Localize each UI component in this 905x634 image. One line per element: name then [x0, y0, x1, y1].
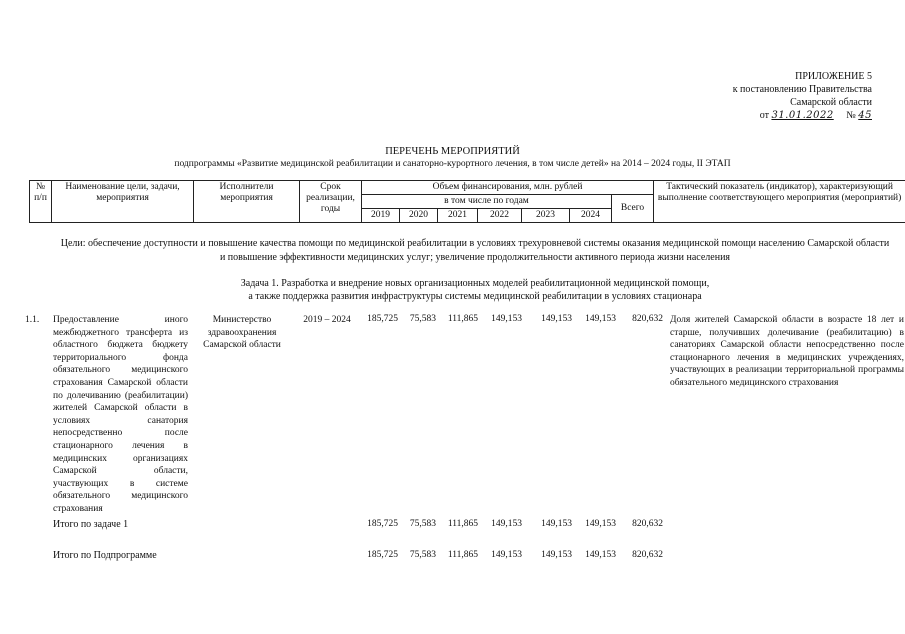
row-executor: Министерство здравоохранения Самарской области: [203, 315, 281, 351]
header-executors: Исполнители мероприятия: [194, 181, 300, 223]
from-label: от: [759, 110, 769, 121]
row-number: 1.1.: [25, 315, 40, 325]
document-date: 31.01.2022: [771, 110, 834, 121]
goals-text: Цели: обеспечение доступности и повышение качества помощи по медицинской реабилитации в условиях трехуровневой системы оказания медицинской помощи населению Самарской области и повышение эффективности медицинских услуг; увеличение продолжительности активного периода жизни населения: [60, 238, 890, 263]
list-title: ПЕРЕЧЕНЬ МЕРОПРИЯТИЙ: [385, 146, 520, 157]
total-task-2021: 111,865: [447, 519, 478, 529]
row-indicator: Доля жителей Самарской области в возрасте 18 лет и старше, получивших долечивание (реабилитацию) в санаториях Самарской области непосредственно после стационарного лечения в медицинских учреждениях, участвующих в реализации территориальной программы обязательного медицинского страхования: [670, 315, 904, 388]
total-program-2022: 149,153: [491, 550, 522, 560]
total-program-sum: 820,632: [632, 550, 663, 560]
task-line1: Задача 1. Разработка и внедрение новых организационных моделей реабилитационной медицинской помощи,: [240, 278, 710, 289]
total-program-label: Итого по Подпрограмме: [53, 550, 157, 561]
row-value-2024: 149,153: [585, 314, 616, 324]
row-value-2019: 185,725: [367, 314, 398, 324]
total-program-2021: 111,865: [447, 550, 478, 560]
header-year: 2019: [362, 209, 400, 223]
header-by-years: в том числе по годам: [362, 195, 612, 209]
header-name: Наименование цели, задачи, мероприятия: [52, 181, 194, 223]
header-total: Всего: [612, 195, 654, 223]
list-subtitle: подпрограммы «Развитие медицинской реабилитации и санаторно-курортного лечения, в том числе детей» на 2014 – 2024 годы, II ЭТАП: [174, 159, 731, 169]
total-task-2022: 149,153: [491, 519, 522, 529]
appendix-line2: Самарской области: [790, 97, 872, 108]
total-program-2020: 75,583: [409, 550, 436, 560]
document-number: 45: [858, 110, 872, 121]
total-task-sum: 820,632: [632, 519, 663, 529]
row-term: 2019 – 2024: [303, 315, 351, 325]
row-value-2023: 149,153: [541, 314, 572, 324]
total-task-2019: 185,725: [367, 519, 398, 529]
task-line2: а также поддержка развития инфраструктуры системы медицинской реабилитации в условиях стационара: [248, 291, 702, 302]
row-value-2022: 149,153: [491, 314, 522, 324]
header-year: 2022: [478, 209, 522, 223]
total-program-2019: 185,725: [367, 550, 398, 560]
table-header: [29, 180, 905, 223]
number-label: №: [846, 110, 856, 121]
header-funding: Объем финансирования, млн. рублей: [362, 181, 654, 195]
total-task-label: Итого по задаче 1: [53, 519, 129, 530]
row-value-2021: 111,865: [447, 314, 478, 324]
appendix-date-line: [733, 109, 872, 122]
header-year: 2023: [522, 209, 570, 223]
total-task-2024: 149,153: [585, 519, 616, 529]
total-program-2024: 149,153: [585, 550, 616, 560]
appendix-title: ПРИЛОЖЕНИЕ 5: [795, 71, 872, 82]
row-value-2020: 75,583: [409, 314, 436, 324]
appendix-line1: к постановлению Правительства: [732, 84, 872, 95]
appendix-block: [733, 70, 872, 122]
header-year: 2024: [570, 209, 612, 223]
total-task-2023: 149,153: [541, 519, 572, 529]
header-indicator: Тактический показатель (индикатор), характеризующий выполнение соответствующего мероприятия (мероприятий): [654, 181, 905, 223]
header-year: 2020: [400, 209, 438, 223]
total-program-2023: 149,153: [541, 550, 572, 560]
header-num: № п/п: [30, 181, 52, 223]
header-year: 2021: [438, 209, 478, 223]
total-task-2020: 75,583: [409, 519, 436, 529]
row-total: 820,632: [632, 314, 663, 324]
header-term: Срок реализации, годы: [300, 181, 362, 223]
row-name: Предоставление иного межбюджетного трансферта из областного бюджета бюджету территориального фонда обязательного медицинского страхования Самарской области по долечиванию (реабилитации) жителей Самарской области в условиях санатория непосредственно после стационарного лечения в медицинских организациях Самарской области, участвующих в системе обязательного медицинского страхования: [53, 315, 188, 514]
